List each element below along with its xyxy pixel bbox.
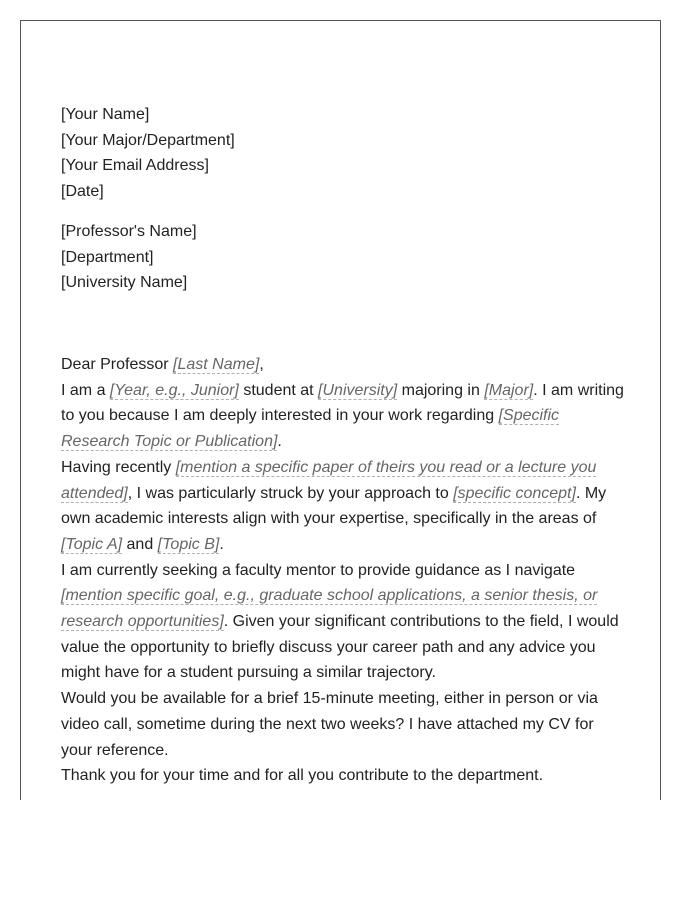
- paragraph-text: . I am writing to you because I am deeply interested in your work regarding: [61, 381, 624, 425]
- paragraphs: [61, 378, 626, 789]
- paragraph-text: . Given your significant contributions to the field, I would value the opportunity to briefly discuss your career path and any advice you might have for a student pursuing a similar trajectory.: [61, 613, 619, 682]
- placeholder-text: [Major]: [484, 381, 534, 399]
- body-paragraph: [61, 558, 626, 687]
- salutation-suffix: ,: [259, 356, 264, 373]
- paragraph-text: .: [219, 535, 224, 553]
- body-paragraph: [61, 455, 626, 558]
- sender-major: [Your Major/Department]: [61, 131, 235, 149]
- placeholder-text: [Specific Research Topic or Publication]: [61, 407, 560, 451]
- paragraph-text: Would you be available for a brief 15-minute meeting, either in person or via video call, sometime during the next two weeks? I have attached my CV for your reference.: [61, 690, 598, 759]
- placeholder-text: [specific concept]: [453, 484, 576, 502]
- letter-page: [20, 20, 661, 800]
- paragraph-text: I am a: [61, 381, 110, 399]
- placeholder-text: [Topic B]: [157, 535, 220, 553]
- salutation: [61, 352, 626, 378]
- recipient-block: [61, 219, 197, 296]
- placeholder-text: [Year, e.g., Junior]: [109, 381, 239, 399]
- sender-email: [Your Email Address]: [61, 157, 209, 175]
- last-name-placeholder: [Last Name]: [173, 356, 260, 373]
- salutation-prefix: Dear Professor: [61, 356, 174, 373]
- recipient-university: [University Name]: [61, 274, 188, 292]
- paragraph-text: Thank you for your time and for all you contribute to the department.: [61, 767, 544, 785]
- body-paragraph: [61, 686, 626, 763]
- placeholder-text: [Topic A]: [61, 535, 123, 553]
- paragraph-text: student at: [238, 381, 319, 399]
- paragraph-text: .: [277, 433, 282, 451]
- body-paragraph: [61, 763, 626, 789]
- paragraph-text: majoring in: [397, 381, 485, 399]
- paragraph-text: and: [122, 535, 158, 553]
- body-paragraph: [61, 378, 626, 455]
- placeholder-text: [mention specific goal, e.g., graduate school applications, a senior thesis, or research opportunities]: [61, 587, 598, 631]
- recipient-department: [Department]: [61, 248, 154, 266]
- paragraph-text: . My own academic interests align with your expertise, specifically in the areas of: [61, 484, 607, 528]
- placeholder-text: [University]: [318, 381, 398, 399]
- recipient-name: [Professor's Name]: [61, 223, 197, 240]
- placeholder-text: [mention a specific paper of theirs you read or a lecture you attended]: [61, 458, 597, 502]
- paragraph-text: I am currently seeking a faculty mentor to provide guidance as I navigate: [61, 561, 576, 579]
- paragraph-text: , I was particularly struck by your approach to: [127, 484, 454, 502]
- letter-date: [Date]: [61, 183, 104, 201]
- paragraph-text: Having recently: [61, 458, 176, 476]
- letter-body: [61, 352, 626, 789]
- sender-block: [61, 102, 235, 205]
- sender-name: [Your Name]: [61, 106, 150, 123]
